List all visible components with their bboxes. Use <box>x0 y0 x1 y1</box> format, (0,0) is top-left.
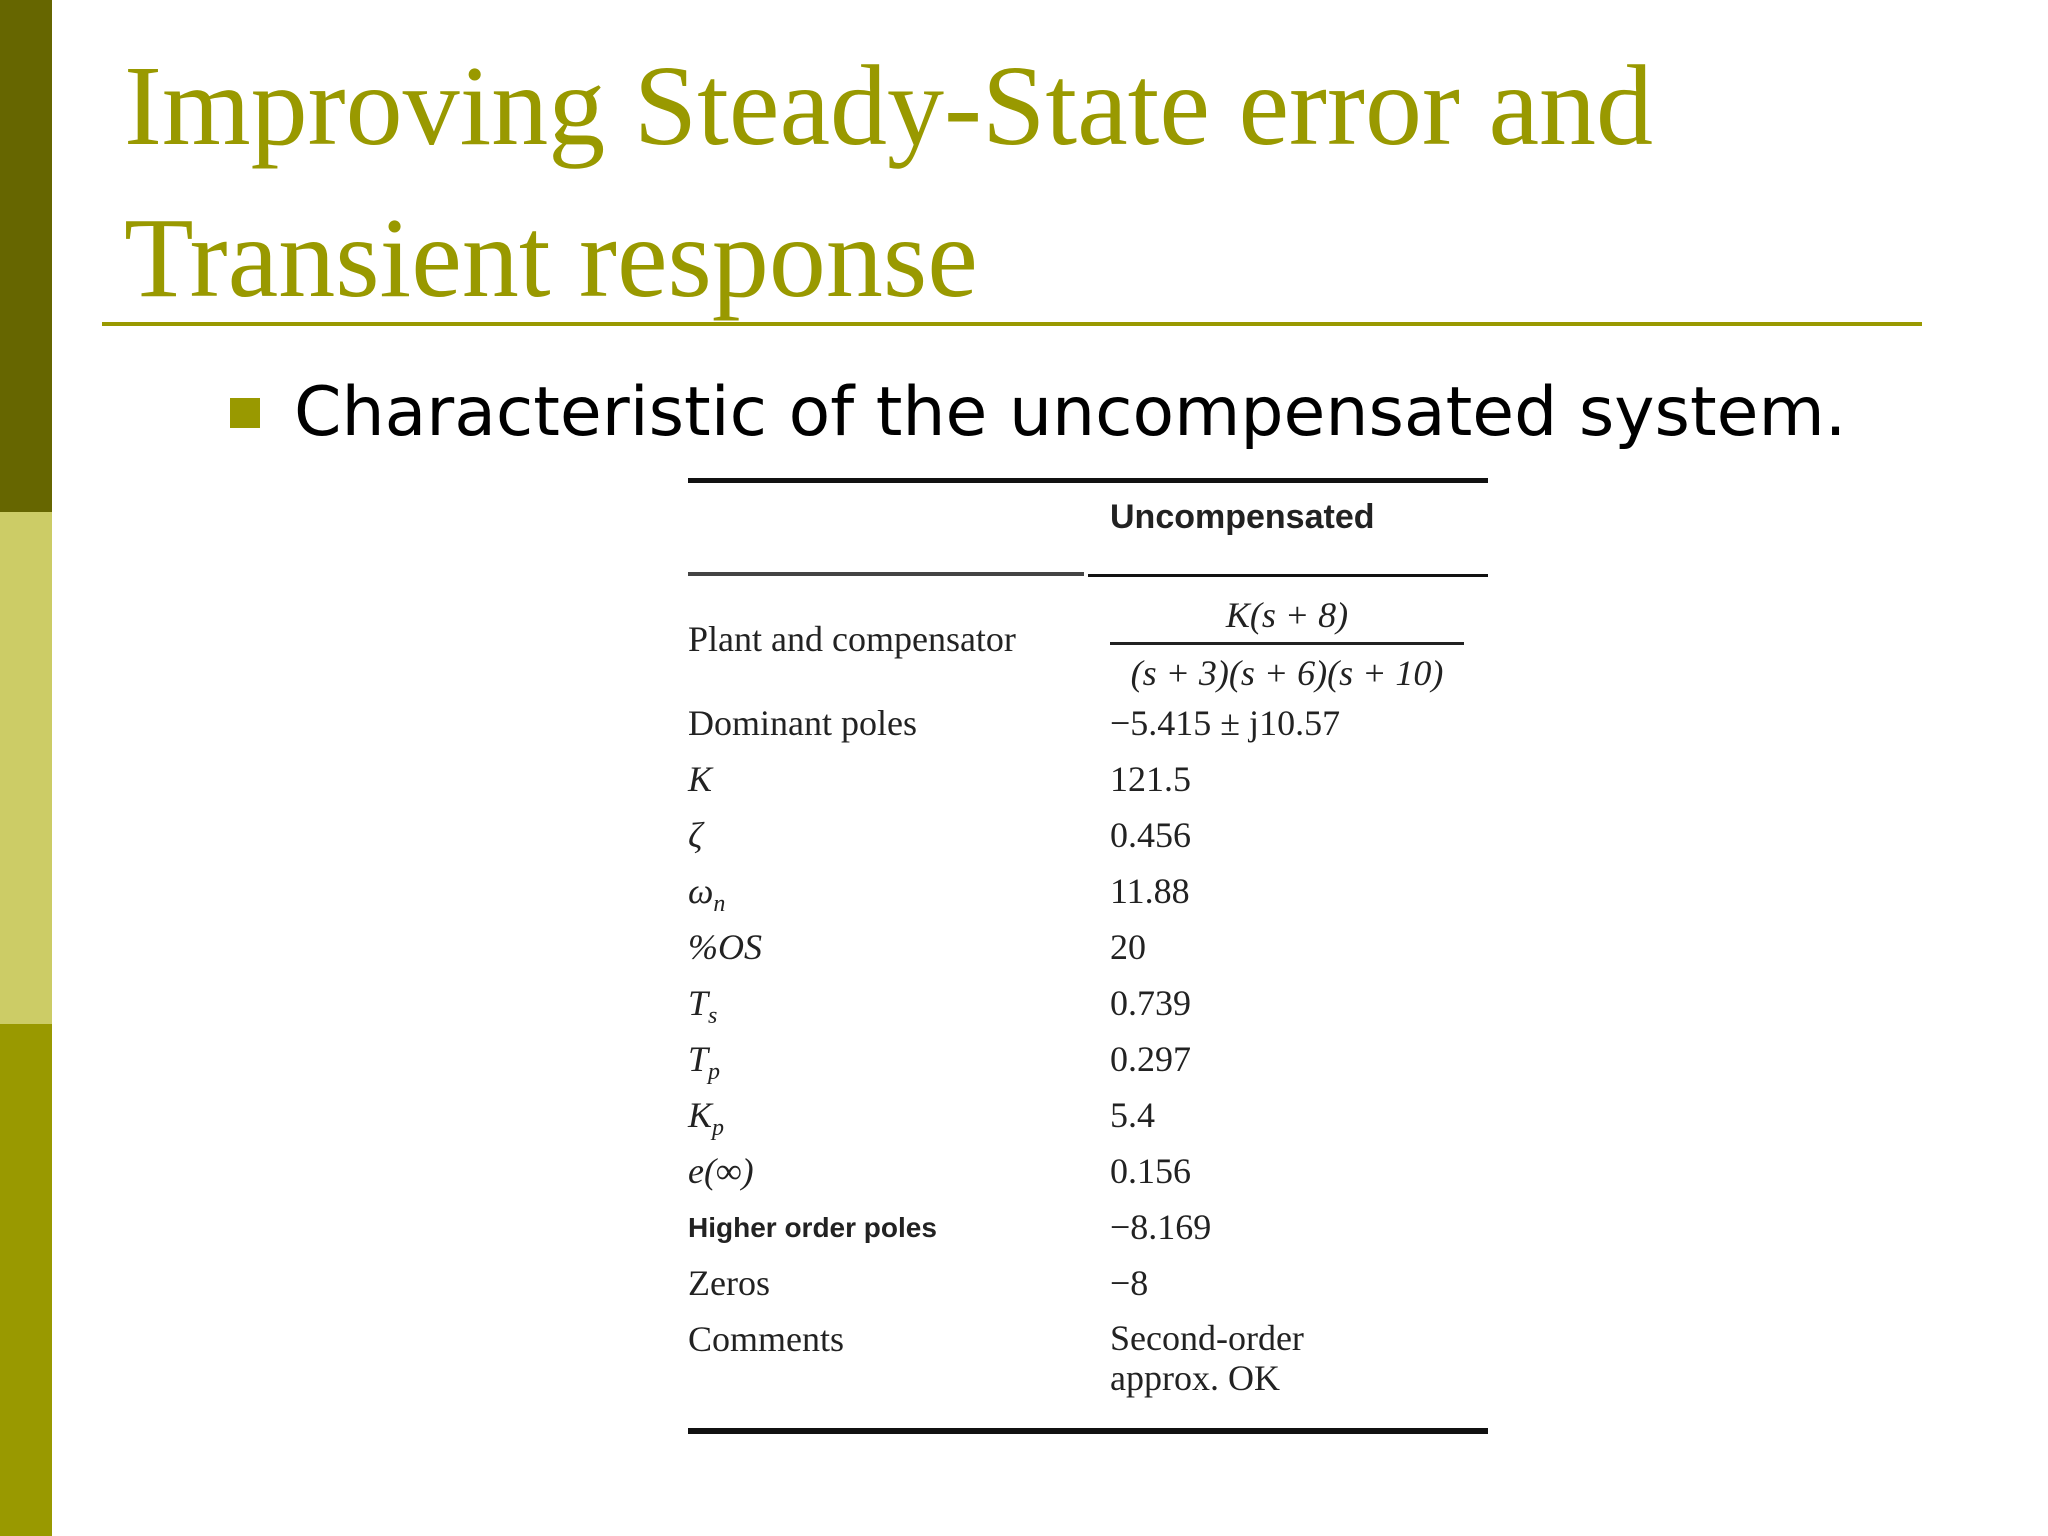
row-label: e(∞) <box>688 1151 754 1191</box>
row-label-main: T <box>688 1039 709 1079</box>
row-label: K <box>688 759 713 799</box>
row-label: Zeros <box>688 1263 770 1303</box>
row-label <box>688 870 725 918</box>
fraction-bar <box>1110 642 1464 645</box>
row-value: 0.456 <box>1110 815 1191 855</box>
slide-title <box>124 30 1924 334</box>
row-value: −8 <box>1110 1263 1149 1303</box>
row-label <box>688 1038 720 1086</box>
table-row <box>688 1150 1488 1206</box>
title-underline <box>102 322 1922 326</box>
table-row <box>688 870 1488 926</box>
row-label-plant: Plant and compensator <box>688 619 1016 659</box>
row-value: −5.415 ± j10.57 <box>1110 703 1341 743</box>
table-row <box>688 702 1488 758</box>
row-label: Comments <box>688 1319 845 1359</box>
slide-title-line-2: Transient response <box>124 194 978 321</box>
sidebar-band-olive <box>0 1024 52 1536</box>
row-value: 0.739 <box>1110 983 1191 1023</box>
row-value: −8.169 <box>1110 1207 1212 1247</box>
table-row <box>688 758 1488 814</box>
row-label: Dominant poles <box>688 703 917 743</box>
table-row <box>688 1318 1488 1408</box>
row-value <box>1110 1318 1304 1398</box>
table-row <box>688 926 1488 982</box>
row-label: %OS <box>688 927 762 967</box>
comment-line-2: approx. OK <box>1110 1358 1280 1398</box>
table-header-rule-right <box>1088 574 1488 577</box>
row-value: 20 <box>1110 927 1146 967</box>
sidebar-band-light <box>0 512 52 1024</box>
row-label-subscript: p <box>712 1115 725 1142</box>
row-label-subscript: p <box>708 1059 721 1086</box>
row-value: 5.4 <box>1110 1095 1155 1135</box>
row-label <box>688 982 717 1030</box>
table-row <box>688 982 1488 1038</box>
table-row <box>688 1094 1488 1150</box>
row-label-subscript: s <box>708 1003 718 1030</box>
row-label: ζ <box>688 815 703 855</box>
characteristics-table <box>688 474 1488 1436</box>
sidebar-band-dark <box>0 0 52 512</box>
row-label: Higher order poles <box>688 1212 937 1243</box>
bullet-square-icon <box>230 398 260 428</box>
table-header-rule-left <box>688 572 1084 576</box>
transfer-function-numerator: K(s + 8) <box>1225 595 1349 635</box>
transfer-function-denominator: (s + 3)(s + 6)(s + 10) <box>1130 653 1444 693</box>
table-top-rule <box>688 478 1488 483</box>
table-row <box>688 1038 1488 1094</box>
row-label-main: K <box>688 1095 713 1135</box>
row-label-main: ω <box>688 871 714 911</box>
row-label-main: T <box>688 983 709 1023</box>
bullet-text: Characteristic of the uncompensated system. <box>294 373 1847 452</box>
row-label-subscript: n <box>713 891 726 918</box>
row-value: 121.5 <box>1110 759 1191 799</box>
row-value: 11.88 <box>1110 871 1190 911</box>
table-row <box>688 1262 1488 1318</box>
table-bottom-rule <box>688 1428 1488 1434</box>
bullet-item <box>230 368 1846 458</box>
table-row <box>688 814 1488 870</box>
column-header: Uncompensated <box>1110 498 1375 536</box>
slide-title-line-1: Improving Steady-State error and <box>124 42 1654 169</box>
comment-line-1: Second-order <box>1110 1318 1304 1358</box>
row-value: 0.297 <box>1110 1039 1191 1079</box>
row-label <box>688 1094 724 1142</box>
table-row <box>688 1206 1488 1262</box>
row-value: 0.156 <box>1110 1151 1191 1191</box>
transfer-function <box>1110 590 1464 697</box>
